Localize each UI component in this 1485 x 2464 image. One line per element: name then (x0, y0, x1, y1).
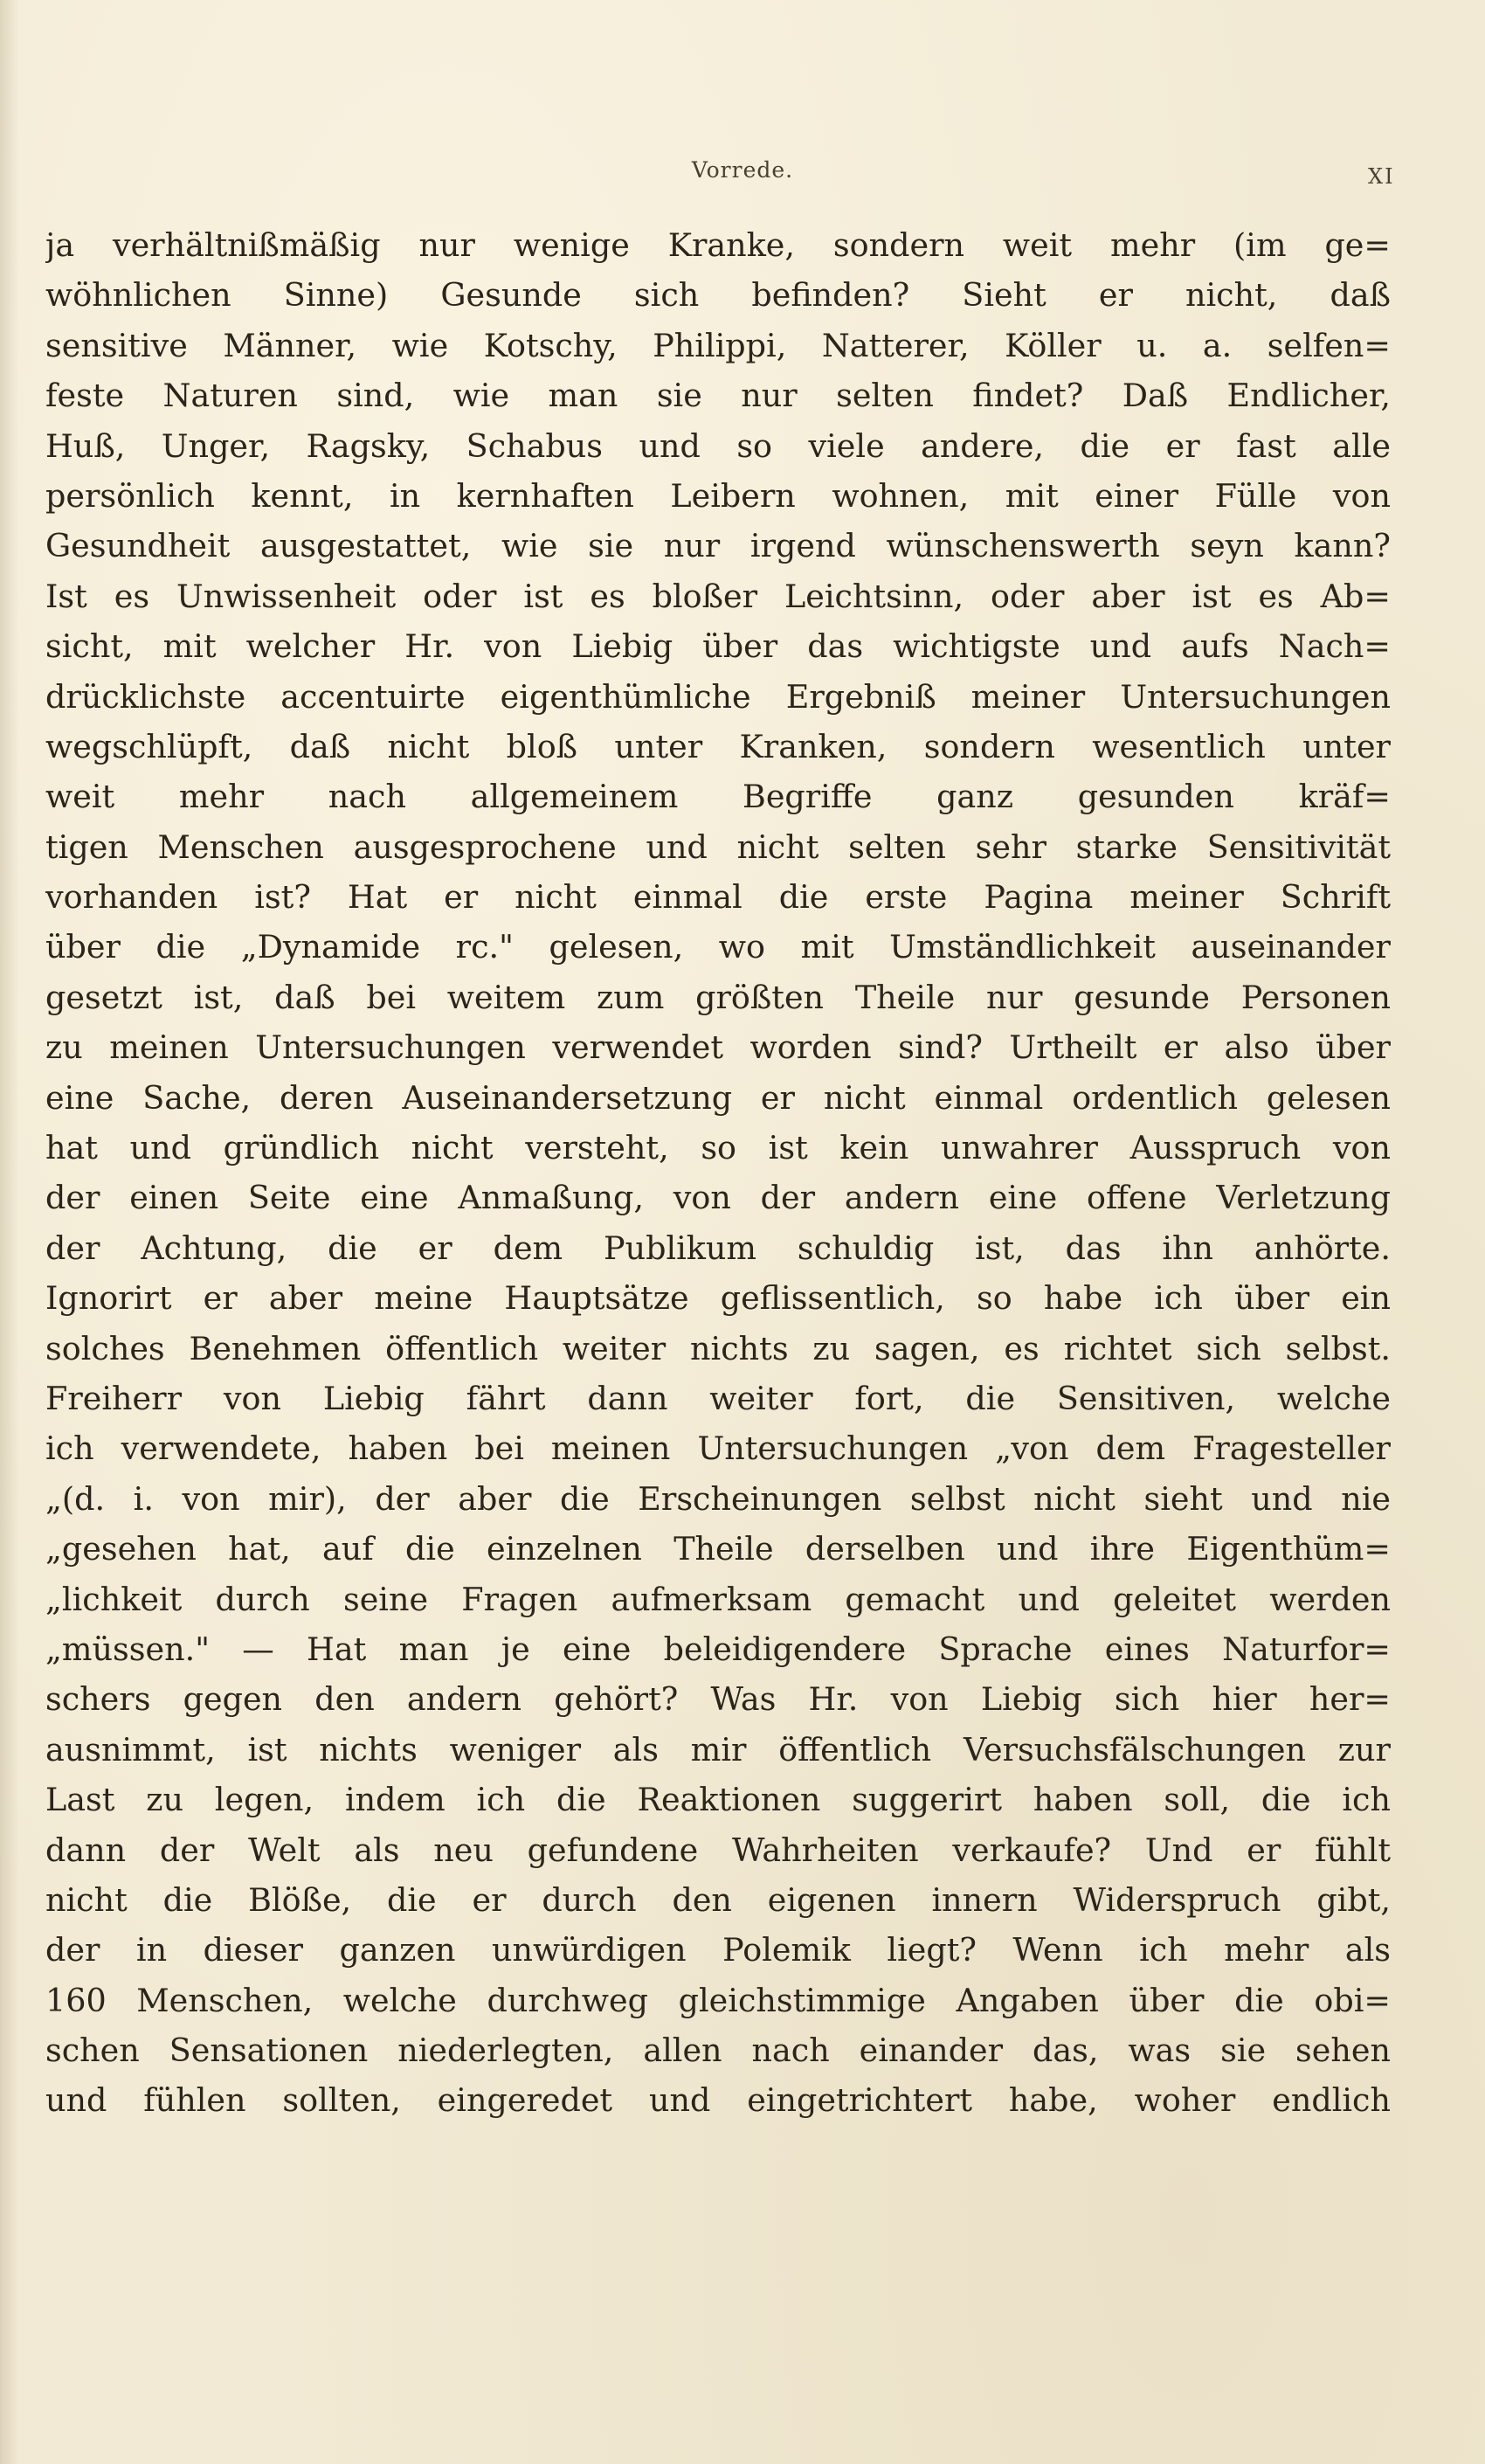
page-number: XI (1368, 164, 1395, 189)
text-line: Ignorirt er aber meine Hauptsätze geflissentlich, so habe ich über ein (45, 1279, 1391, 1318)
text-line: nicht die Blöße, die er durch den eigenen innern Widerspruch gibt, (45, 1880, 1391, 1919)
text-line: der einen Seite eine Anmaßung, von der andern eine offene Verletzung (45, 1179, 1391, 1217)
text-line: gesetzt ist, daß bei weitem zum größten Theile nur gesunde Personen (45, 978, 1391, 1016)
text-line: wegschlüpft, daß nicht bloß unter Kranken, sondern wesentlich unter (45, 727, 1391, 765)
text-line: eine Sache, deren Auseinandersetzung er nicht einmal ordentlich gelesen (45, 1078, 1391, 1117)
text-line: über die „Dynamide rc." gelesen, wo mit Umständlichkeit auseinander (45, 928, 1391, 966)
text-line: „(d. i. von mir), der aber die Erscheinungen selbst nicht sieht und nie (45, 1479, 1391, 1518)
text-line: Freiherr von Liebig fährt dann weiter fort, die Sensitiven, welche (45, 1379, 1391, 1417)
text-line: Huß, Unger, Ragsky, Schabus und so viele andere, die er fast alle (45, 426, 1391, 465)
text-line: „lichkeit durch seine Fragen aufmerksam gemacht und geleitet werden (45, 1580, 1391, 1618)
text-line: drücklichste accentuirte eigenthümliche Ergebniß meiner Untersuchungen (45, 677, 1391, 716)
text-line: Ist es Unwissenheit oder ist es bloßer Leichtsinn, oder aber ist es Ab= (45, 577, 1391, 615)
text-line: 160 Menschen, welche durchweg gleichstimmige Angaben über die obi= (45, 1981, 1391, 2019)
text-line: zu meinen Untersuchungen verwendet worden sind? Urtheilt er also über (45, 1028, 1391, 1067)
text-line: der Achtung, die er dem Publikum schuldig ist, das ihn anhörte. (45, 1229, 1391, 1267)
spine-shadow (0, 0, 19, 2464)
text-line: ja verhältnißmäßig nur wenige Kranke, sondern weit mehr (im ge= (45, 226, 1391, 264)
text-line: ausnimmt, ist nichts weniger als mir öffentlich Versuchsfälschungen zur (45, 1730, 1391, 1768)
text-line: weit mehr nach allgemeinem Begriffe ganz gesunden kräf= (45, 778, 1391, 816)
text-line: schen Sensationen niederlegten, allen nach einander das, was sie sehen (45, 2031, 1391, 2070)
text-line: tigen Menschen ausgesprochene und nicht selten sehr starke Sensitivität (45, 827, 1391, 866)
running-head: Vorrede. (691, 157, 794, 183)
text-line: sicht, mit welcher Hr. von Liebig über das wichtigste und aufs Nach= (45, 627, 1391, 666)
text-line: solches Benehmen öffentlich weiter nichts zu sagen, es richtet sich selbst. (45, 1329, 1391, 1367)
text-line: schers gegen den andern gehört? Was Hr. von Liebig sich hier her= (45, 1680, 1391, 1719)
text-line: „gesehen hat, auf die einzelnen Theile derselben und ihre Eigenthüm= (45, 1530, 1391, 1568)
text-line: ich verwendete, haben bei meinen Untersuchungen „von dem Fragesteller (45, 1429, 1391, 1468)
text-line: feste Naturen sind, wie man sie nur selten findet? Daß Endlicher, (45, 377, 1391, 415)
body-text (45, 220, 1391, 2126)
page-header (0, 156, 1485, 190)
text-line: der in dieser ganzen unwürdigen Polemik liegt? Wenn ich mehr als (45, 1931, 1391, 1969)
text-line: vorhanden ist? Hat er nicht einmal die erste Pagina meiner Schrift (45, 878, 1391, 917)
text-line: wöhnlichen Sinne) Gesunde sich befinden? Sieht er nicht, daß (45, 276, 1391, 315)
text-line: persönlich kennt, in kernhaften Leibern wohnen, mit einer Fülle von (45, 476, 1391, 515)
text-line: sensitive Männer, wie Kotschy, Philippi, Natterer, Köller u. a. selfen= (45, 326, 1391, 364)
text-line: Last zu legen, indem ich die Reaktionen suggerirt haben soll, die ich (45, 1781, 1391, 1819)
text-line: hat und gründlich nicht versteht, so ist kein unwahrer Ausspruch von (45, 1129, 1391, 1167)
text-line: und fühlen sollten, eingeredet und eingetrichtert habe, woher endlich (45, 2081, 1391, 2120)
text-line: „müssen." — Hat man je eine beleidigendere Sprache eines Naturfor= (45, 1630, 1391, 1668)
text-line: dann der Welt als neu gefundene Wahrheiten verkaufe? Und er fühlt (45, 1831, 1391, 1869)
text-line: Gesundheit ausgestattet, wie sie nur irgend wünschenswerth seyn kann? (45, 527, 1391, 565)
